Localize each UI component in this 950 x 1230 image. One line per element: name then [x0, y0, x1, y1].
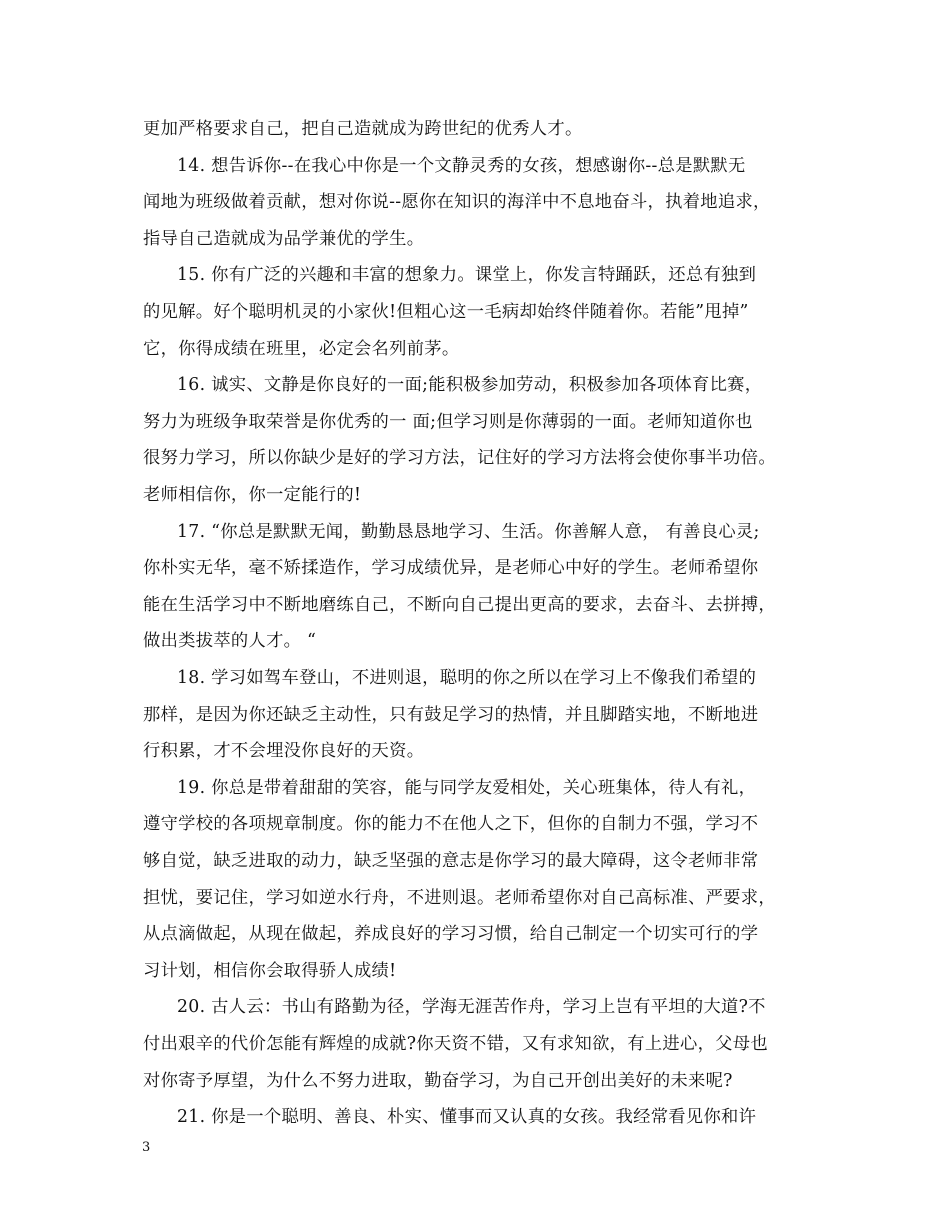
paragraph-line: 指导自己造就成为品学兼优的学生。: [143, 229, 425, 249]
paragraph-line: 你朴实无华，毫不矫揉造作，学习成绩优异，是老师心中好的学生。老师希望你: [143, 558, 759, 578]
paragraph-line: 那样，是因为你还缺乏主动性，只有鼓足学习的热情，并且脚踏实地，不断地进: [143, 705, 759, 725]
paragraph-line: 老师相信你，你一定能行的!: [143, 485, 362, 505]
paragraph-line: 很努力学习，所以你缺少是好的学习方法，记住好的学习方法将会使你事半功倍。: [143, 448, 776, 468]
paragraph-first-line: 21. 你是一个聪明、善良、朴实、懂事而又认真的女孩。我经常看见你和许: [177, 1107, 757, 1127]
paragraph-first-line: 18. 学习如驾车登山，不进则退，聪明的你之所以在学习上不像我们希望的: [177, 668, 757, 688]
paragraph-line: 付出艰辛的代价怎能有辉煌的成就?你天资不错，又有求知欲，有上进心，父母也: [143, 1034, 768, 1054]
paragraph-line: 遵守学校的各项规章制度。你的能力不在他人之下，但你的自制力不强，学习不: [143, 814, 759, 834]
paragraph-line: 习计划，相信你会取得骄人成绩!: [143, 961, 397, 981]
paragraph-first-line: 16. 诚实、文静是你良好的一面;能积极参加劳动，积极参加各项体育比赛，: [177, 375, 763, 395]
paragraph-line: 从点滴做起，从现在做起，养成良好的学习习惯，给自己制定一个切实可行的学: [143, 924, 759, 944]
paragraph-line: 的见解。好个聪明机灵的小家伙!但粗心这一毛病却始终伴随着你。若能”甩掉”: [143, 302, 749, 322]
paragraph-line: 努力为班级争取荣誉是你优秀的一 面;但学习则是你薄弱的一面。老师知道你也: [143, 412, 753, 432]
paragraph-line: 够自觉，缺乏进取的动力，缺乏坚强的意志是你学习的最大障碍，这令老师非常: [143, 851, 759, 871]
paragraph-first-line: 17. “你总是默默无闻，勤勤恳恳地学习、生活。你善解人意， 有善良心灵;: [177, 522, 760, 542]
paragraph-line: 对你寄予厚望，为什么不努力进取，勤奋学习，为自己开创出美好的未来呢?: [143, 1071, 733, 1091]
paragraph-line: 做出类拔萃的人才。 “: [143, 631, 317, 651]
paragraph-line: 它，你得成绩在班里，必定会名列前茅。: [143, 339, 460, 359]
paragraph-first-line: 14. 想告诉你--在我心中你是一个文静灵秀的女孩，想感谢你--总是默默无: [177, 156, 746, 176]
paragraph-line: 担忧，要记住，学习如逆水行舟，不进则退。老师希望你对自己高标准、严要求，: [143, 888, 776, 908]
page-number: 3: [142, 1140, 151, 1155]
paragraph-first-line: 20. 古人云：书山有路勤为径，学海无涯苦作舟，学习上岂有平坦的大道?不: [177, 997, 766, 1017]
paragraph-line: 能在生活学习中不断地磨练自己，不断向自己提出更高的要求，去奋斗、去拼搏，: [143, 595, 776, 615]
paragraph-first-line: 15. 你有广泛的兴趣和丰富的想象力。课堂上，你发言特踊跃，还总有独到: [177, 265, 757, 285]
paragraph-line: 闻地为班级做着贡献，想对你说--愿你在知识的海洋中不息地奋斗，执着地追求，: [143, 192, 771, 212]
paragraph-line: 行积累，才不会埋没你良好的天资。: [143, 741, 425, 761]
paragraph-first-line: 19. 你总是带着甜甜的笑容，能与同学友爱相处，关心班集体，待人有礼，: [177, 778, 757, 798]
paragraph-first-line: 更加严格要求自己，把自己造就成为跨世纪的优秀人才。: [143, 119, 583, 139]
